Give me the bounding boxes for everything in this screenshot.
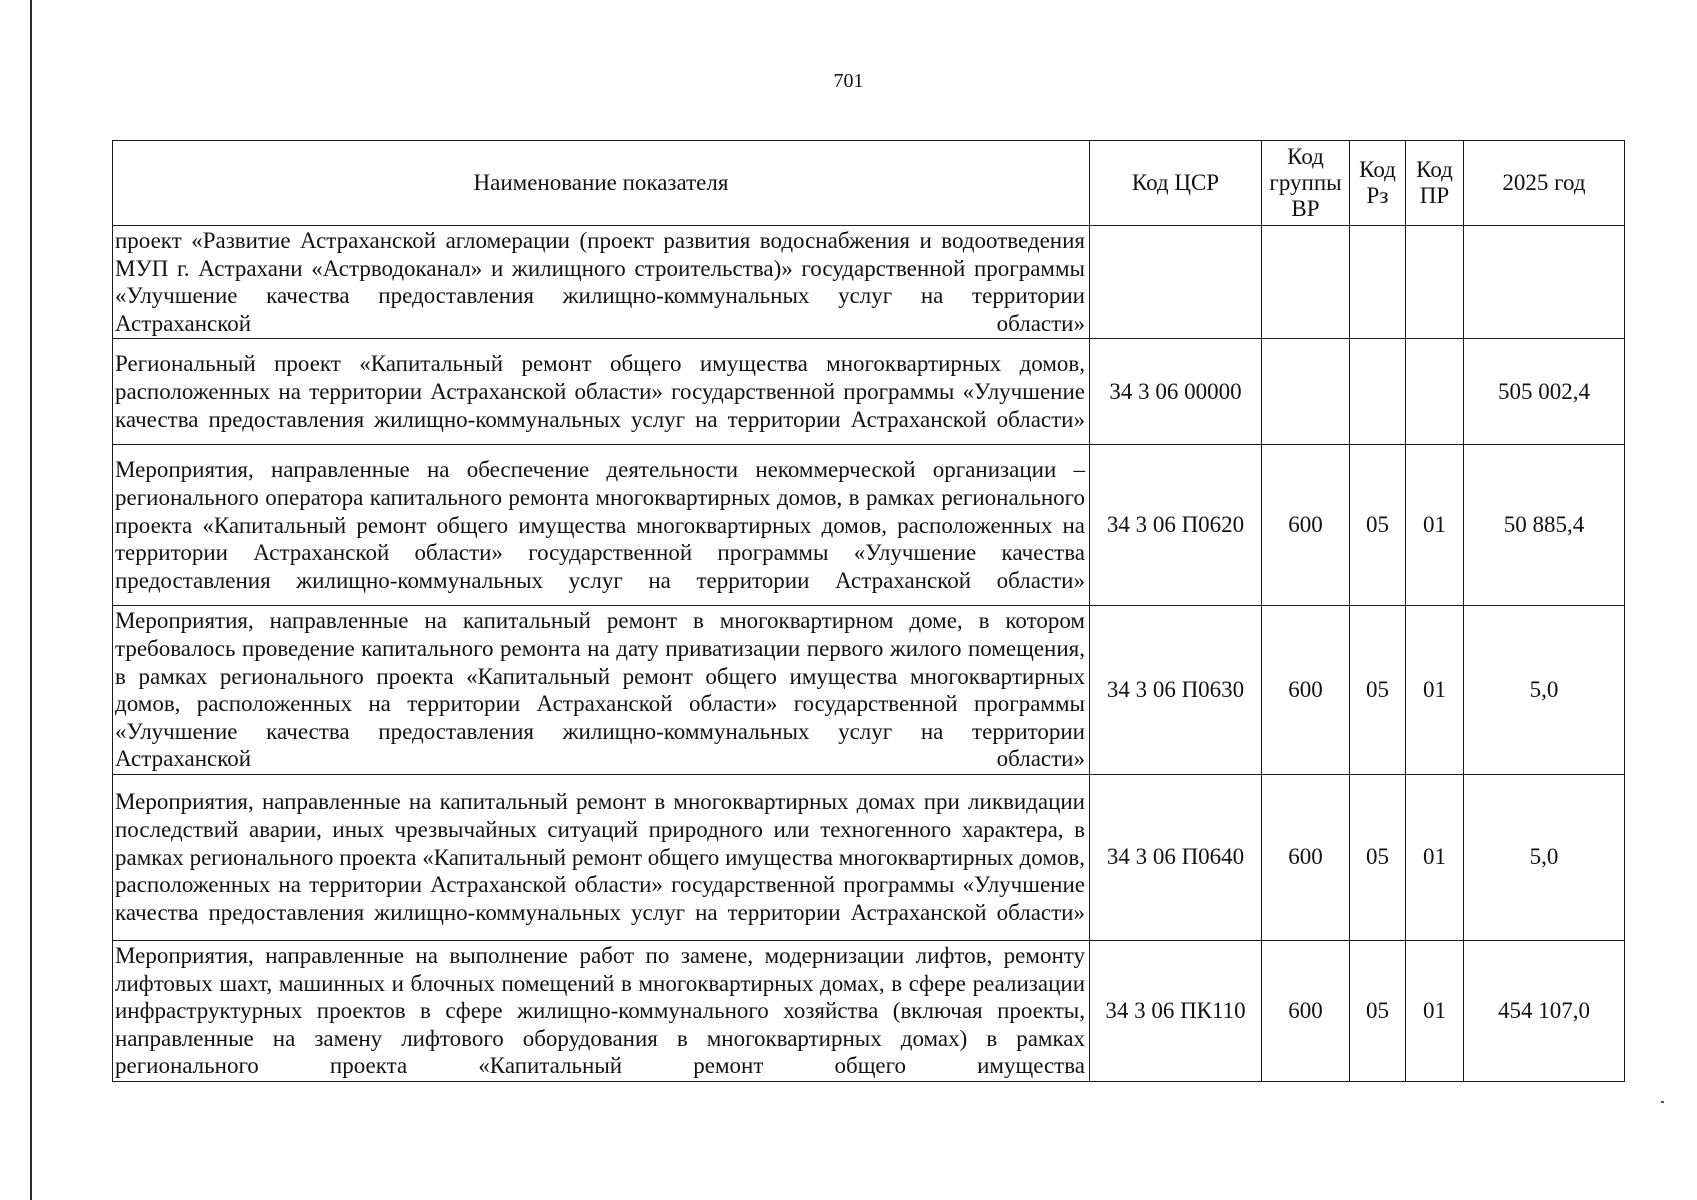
row-amount: 505 002,4: [1464, 339, 1625, 445]
row-rz-code: 05: [1350, 940, 1406, 1081]
row-vr-code: 600: [1262, 445, 1350, 606]
row-csr-code: 34 3 06 П0620: [1090, 445, 1262, 606]
row-csr-code: 34 3 06 ПК110: [1090, 940, 1262, 1081]
row-rz-code: 05: [1350, 606, 1406, 775]
table-row: [113, 940, 1625, 1081]
row-vr-code: 600: [1262, 774, 1350, 940]
row-name: Мероприятия, направленные на капитальный ремонт в многоквартирных домах при ликвидации последствий аварии, иных чрезвычайных ситуаций природного или техногенного характера, в рамках регионального проекта «Капитальный ремонт общего имущества многоквартирных домов, расположенных на территории Астраханской области» государственной программы «Улучшение качества предоставления жилищно-коммунальных услуг на территории Астраханской области»: [113, 774, 1090, 940]
row-rz-code: 05: [1350, 445, 1406, 606]
header-year-2025: 2025 год: [1464, 141, 1625, 226]
header-vr-group-code: Код группы ВР: [1262, 141, 1350, 226]
row-name: проект «Развитие Астраханской агломерации (проект развития водоснабжения и водоотведения МУП г. Астрахани «Астрводоканал» и жилищного строительства)» государственной программы «Улучшение качества предоставления жилищно-коммунальных услуг на территории Астраханской области»: [113, 226, 1090, 339]
row-vr-code: [1262, 339, 1350, 445]
row-amount: 5,0: [1464, 774, 1625, 940]
header-name: Наименование показателя: [113, 141, 1090, 226]
row-pr-code: 01: [1406, 606, 1464, 775]
header-csr-code: Код ЦСР: [1090, 141, 1262, 226]
row-vr-code: [1262, 226, 1350, 339]
row-rz-code: [1350, 339, 1406, 445]
row-name: Мероприятия, направленные на обеспечение деятельности некоммерческой организации – регионального оператора капитального ремонта многоквартирных домов, в рамках регионального проекта «Капитальный ремонт общего имущества многоквартирных домов, расположенных на территории Астраханской области» государственной программы «Улучшение качества предоставления жилищно-коммунальных услуг на территории Астраханской области»: [113, 445, 1090, 606]
scan-speck: [1661, 1101, 1664, 1103]
budget-table: [112, 140, 1625, 1082]
header-rz-code: Код Рз: [1350, 141, 1406, 226]
row-csr-code: 34 3 06 П0640: [1090, 774, 1262, 940]
row-vr-code: 600: [1262, 606, 1350, 775]
page-binding-line: [30, 0, 32, 1200]
table-row: [113, 445, 1625, 606]
row-vr-code: 600: [1262, 940, 1350, 1081]
row-csr-code: 34 3 06 П0630: [1090, 606, 1262, 775]
row-rz-code: 05: [1350, 774, 1406, 940]
row-amount: 50 885,4: [1464, 445, 1625, 606]
row-amount: 454 107,0: [1464, 940, 1625, 1081]
table-row: [113, 339, 1625, 445]
table-row: [113, 226, 1625, 339]
row-rz-code: [1350, 226, 1406, 339]
table-row: [113, 606, 1625, 775]
header-pr-code: Код ПР: [1406, 141, 1464, 226]
row-amount: [1464, 226, 1625, 339]
row-pr-code: 01: [1406, 774, 1464, 940]
row-pr-code: [1406, 226, 1464, 339]
page-number: 701: [833, 70, 864, 92]
row-name: Региональный проект «Капитальный ремонт общего имущества многоквартирных домов, расположенных на территории Астраханской области» государственной программы «Улучшение качества предоставления жилищно-коммунальных услуг на территории Астраханской области»: [113, 339, 1090, 445]
table-header-row: [113, 141, 1625, 226]
row-name: Мероприятия, направленные на капитальный ремонт в многоквартирном доме, в котором требовалось проведение капитального ремонта на дату приватизации первого жилого помещения, в рамках регионального проекта «Капитальный ремонт общего имущества многоквартирных домов, расположенных на территории Астраханской области» государственной программы «Улучшение качества предоставления жилищно-коммунальных услуг на территории Астраханской области»: [113, 606, 1090, 775]
row-pr-code: [1406, 339, 1464, 445]
row-name: Мероприятия, направленные на выполнение работ по замене, модернизации лифтов, ремонту лифтовых шахт, машинных и блочных помещений в многоквартирных домах, в сфере реализации инфраструктурных проектов в сфере жилищно-коммунального хозяйства (включая проекты, направленные на замену лифтового оборудования в многоквартирных домах) в рамках регионального проекта «Капитальный ремонт общего имущества: [113, 940, 1090, 1081]
table-row: [113, 774, 1625, 940]
row-amount: 5,0: [1464, 606, 1625, 775]
row-pr-code: 01: [1406, 940, 1464, 1081]
row-csr-code: 34 3 06 00000: [1090, 339, 1262, 445]
row-csr-code: [1090, 226, 1262, 339]
row-pr-code: 01: [1406, 445, 1464, 606]
